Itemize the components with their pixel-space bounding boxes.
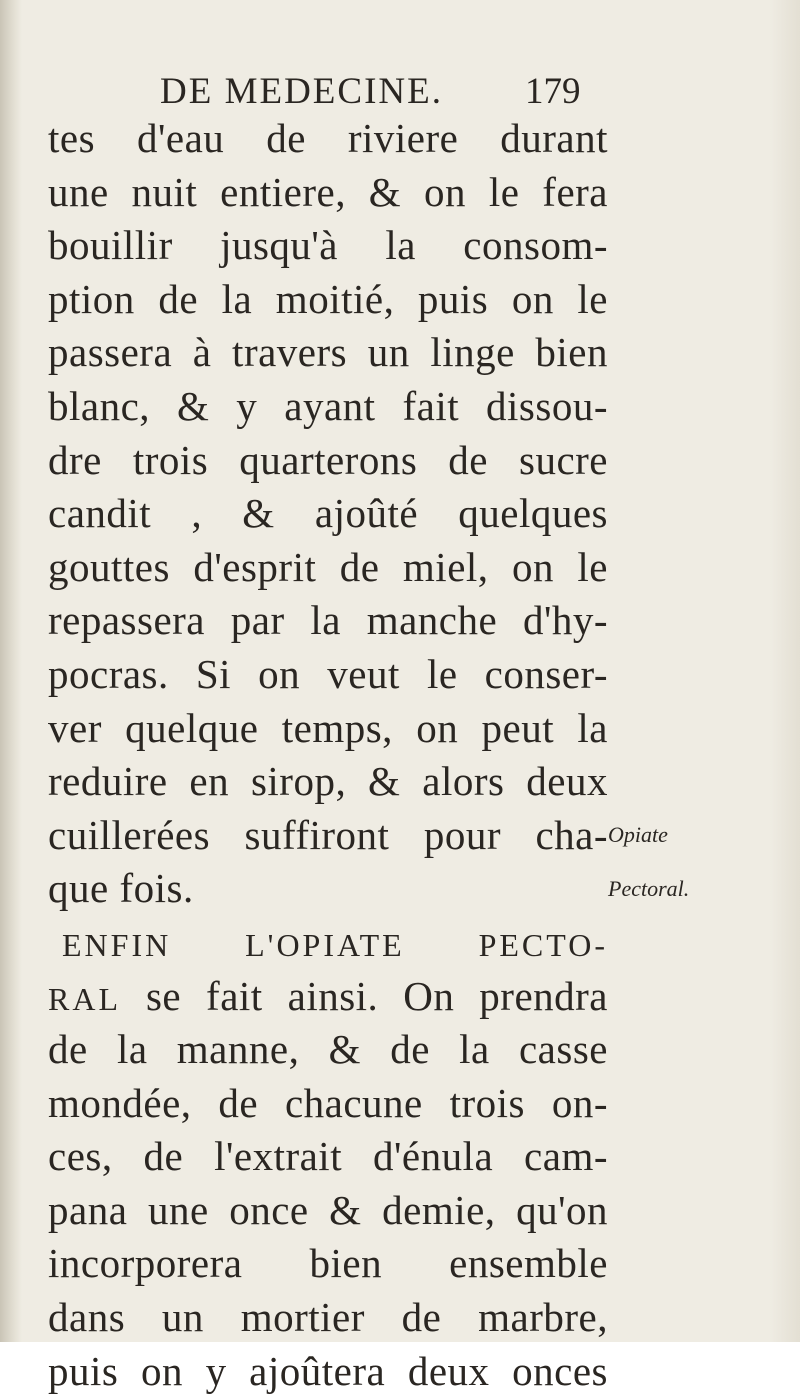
margin-note-line: Pectoral. [608,876,690,901]
text-line: dans un mortier de marbre, [48,1294,608,1341]
text-line: cuillerées suffiront pour cha- [48,811,608,858]
text-line: une nuit entiere, & on le fera [48,168,608,215]
text-line: de la manne, & de la casse [48,1026,608,1073]
text-line: passera à travers un linge bien [48,329,608,376]
text-line: bouillir jusqu'à la consom- [48,222,608,269]
text-line: pocras. Si on veut le conser- [48,650,608,697]
text-line: puis on y ajoûtera deux onces [48,1347,608,1394]
page-edge-shadow [770,0,800,1342]
section-heading-line [48,916,608,970]
page-binding-shadow [0,0,22,1342]
text-line: que fois. [48,865,194,912]
margin-note-line: Opiate [608,822,668,847]
running-title: DE MEDECINE. [160,71,443,112]
smallcaps-heading: ENFIN L'OPIATE PECTO- [62,926,608,963]
text-line: pana une once & demie, qu'on [48,1186,608,1233]
text-span: se fait ainsi. On prendra [145,972,608,1019]
text-line: candit , & ajoûté quelques [48,490,608,537]
smallcaps-heading-continued: RAL [48,980,121,1017]
text-line: mondée, de chacune trois on- [48,1079,608,1126]
body-text [48,112,608,1398]
text-line: ces, de l'extrait d'énula cam- [48,1133,608,1180]
page-number: 179 [525,71,581,112]
text-line: reduire en sirop, & alors deux [48,758,608,805]
margin-note [608,808,758,916]
text-line: repassera par la manche d'hy- [48,597,608,644]
text-line: tes d'eau de riviere durant [48,115,608,161]
text-line: ption de la moitié, puis on le [48,275,608,322]
text-line: gouttes d'esprit de miel, on le [48,543,608,590]
text-line: incorporera bien ensemble [48,1240,608,1287]
text-line: dre trois quarterons de sucre [48,436,608,483]
text-line [48,970,608,1024]
text-line: blanc, & y ayant fait dissou- [48,382,608,429]
text-line: ver quelque temps, on peut la [48,704,608,751]
